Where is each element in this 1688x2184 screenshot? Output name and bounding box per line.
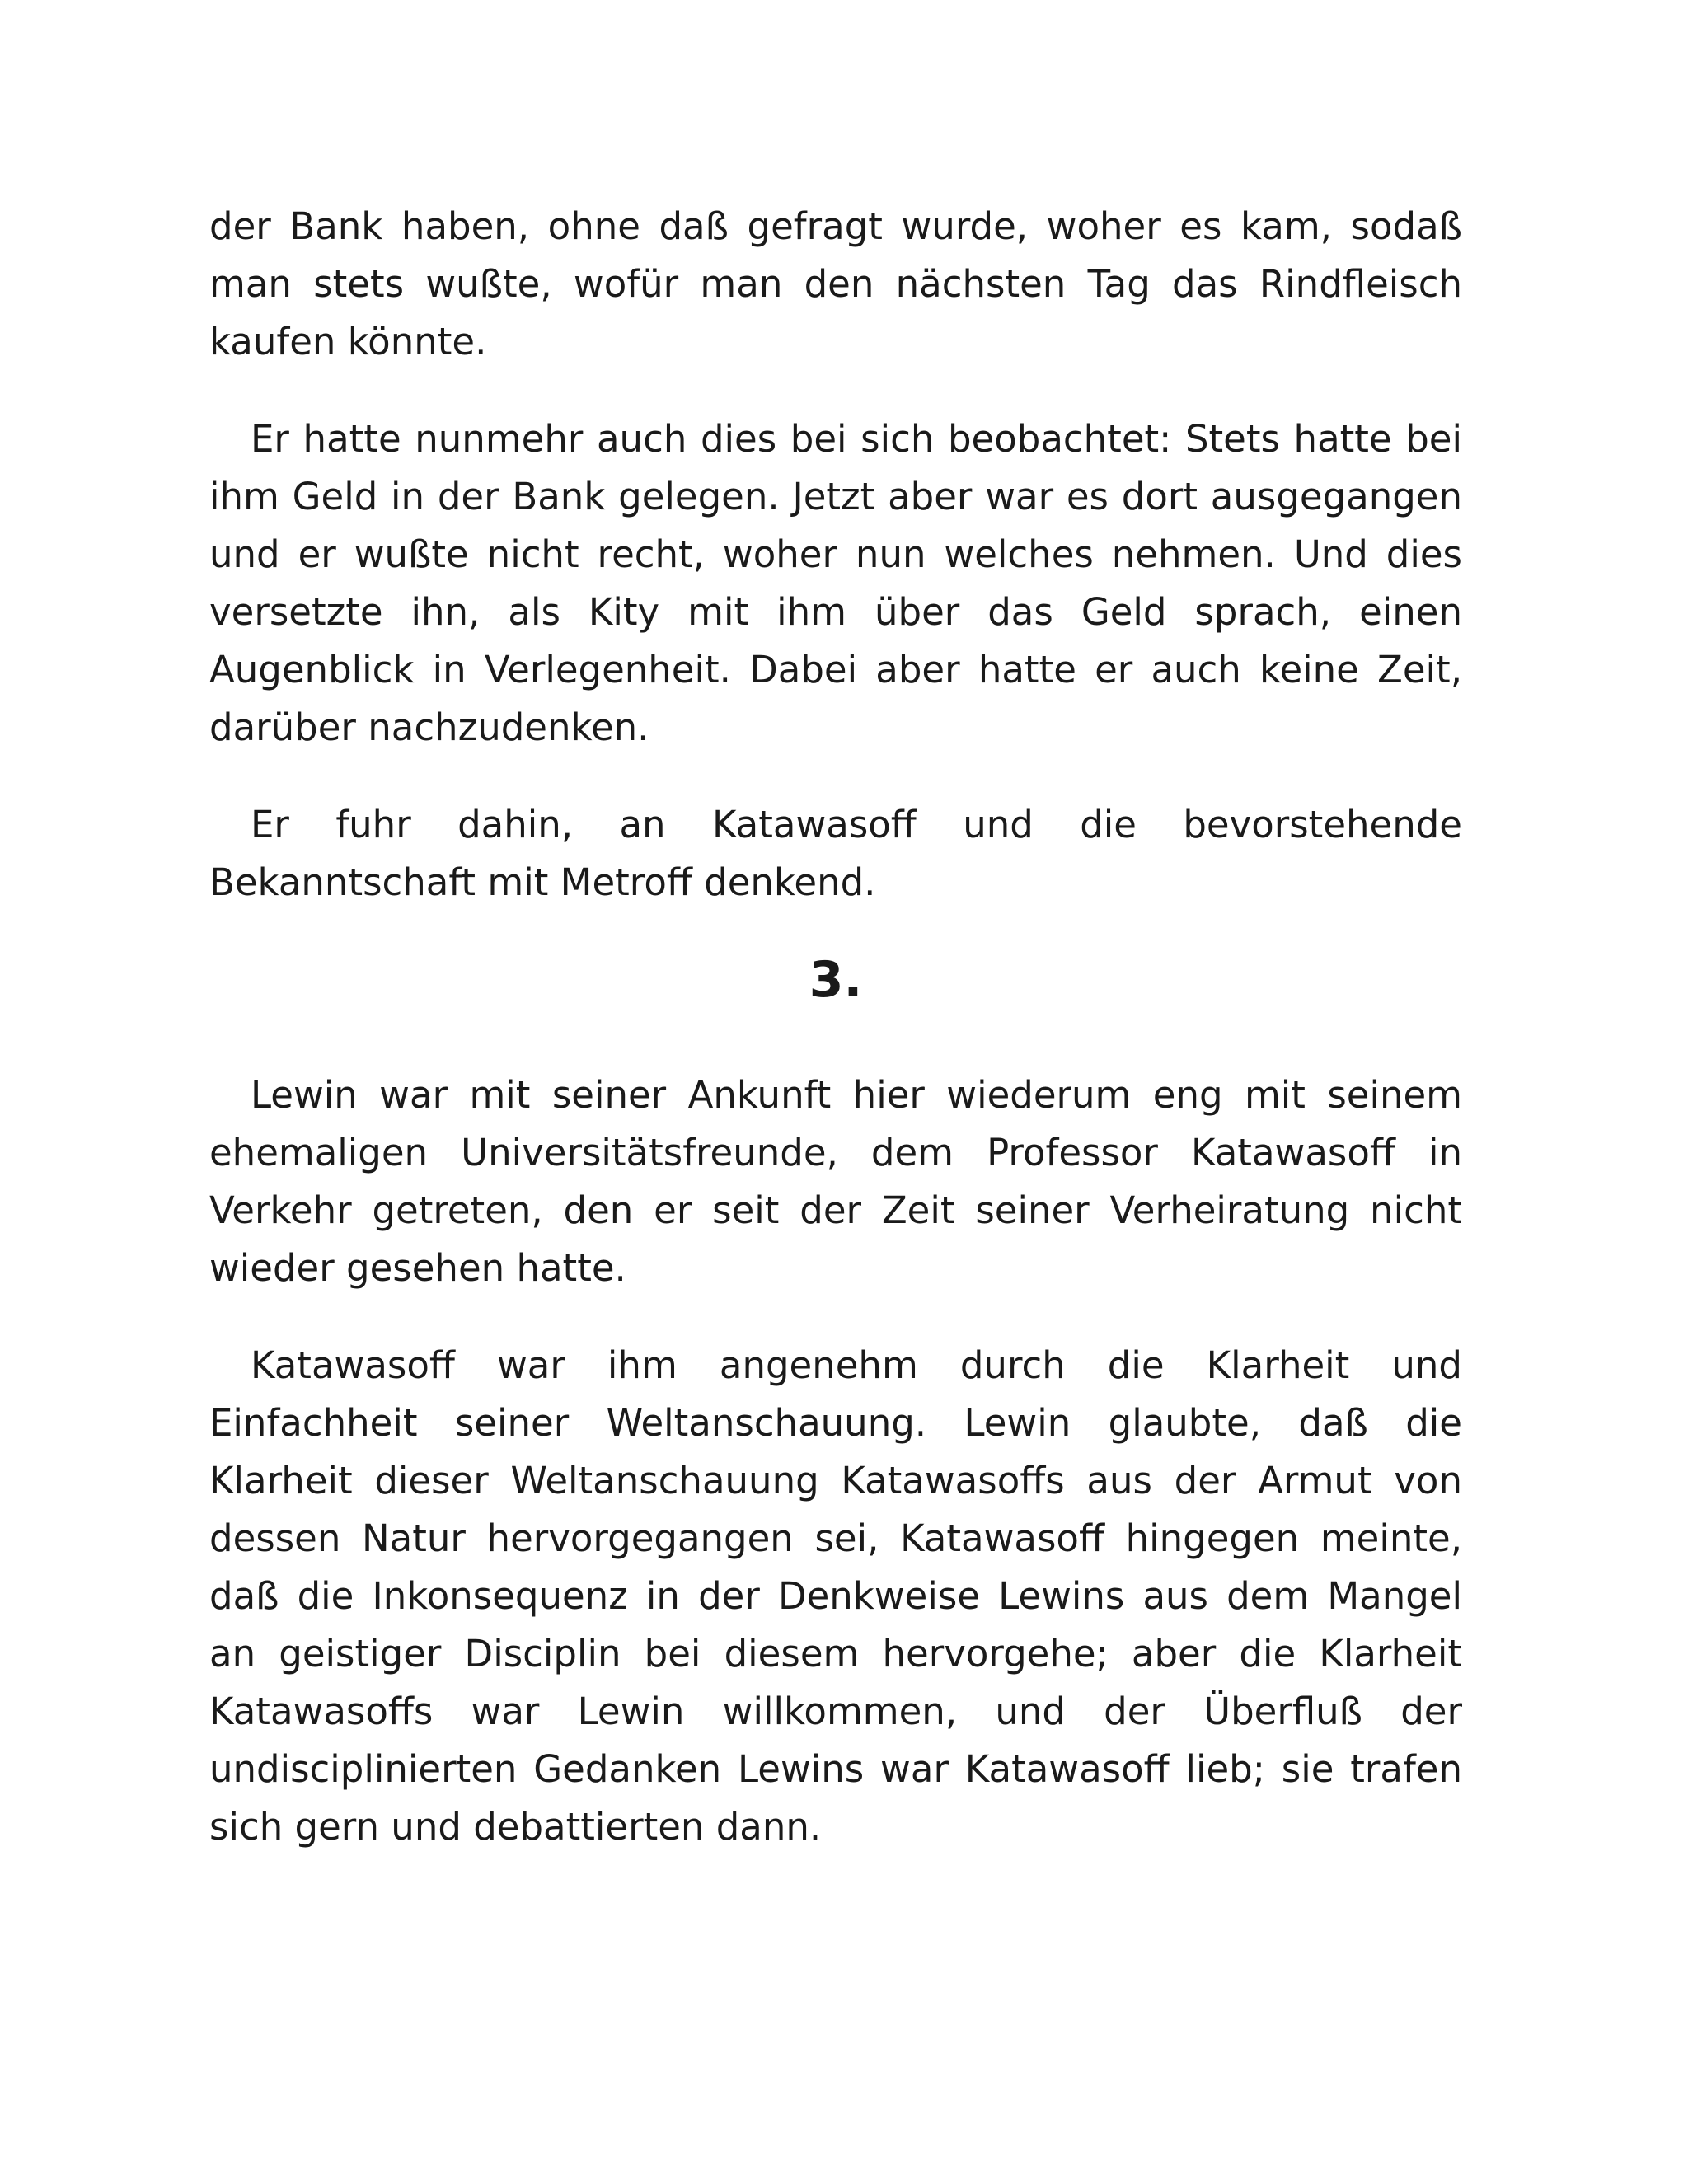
document-page — [209, 198, 1462, 1896]
paragraph: der Bank haben, ohne daß gefragt wurde, woher es kam, sodaß man stets wußte, wofür man den nächsten Tag das Rindfleisch kaufen könnte. — [209, 204, 1462, 363]
chapter-heading: 3. — [809, 951, 863, 1009]
paragraph: Katawasoff war ihm angenehm durch die Klarheit und Einfachheit seiner Weltanschauung. Lewin glaubte, daß die Klarheit dieser Weltanschauung Katawasoffs aus der Armut von dessen Natur hervorgegangen sei, Katawasoff hingegen meinte, daß die Inkonsequenz in der Denkweise Lewins aus dem Mangel an geistiger Disciplin bei diesem hervorgehe; aber die Klarheit Katawasoffs war Lewin willkommen, und der Überfluß der undisciplinierten Gedanken Lewins war Katawasoff lieb; sie trafen sich gern und debattierten dann. — [209, 1343, 1462, 1849]
paragraph: Er fuhr dahin, an Katawasoff und die bevorstehende Bekanntschaft mit Metroff denkend. — [209, 803, 1462, 904]
paragraph: Lewin war mit seiner Ankunft hier wiederum eng mit seinem ehemaligen Universitätsfreunde, dem Professor Katawasoff in Verkehr getreten, den er seit der Zeit seiner Verheiratung nicht wieder gesehen hatte. — [209, 1073, 1462, 1290]
paragraph: Er hatte nunmehr auch dies bei sich beobachtet: Stets hatte bei ihm Geld in der Bank gelegen. Jetzt aber war es dort ausgegangen und er wußte nicht recht, woher nun welches nehmen. Und dies versetzte ihn, als Kity mit ihm über das Geld sprach, einen Augenblick in Verlegenheit. Dabei aber hatte er auch keine Zeit, darüber nachzudenken. — [209, 417, 1462, 749]
